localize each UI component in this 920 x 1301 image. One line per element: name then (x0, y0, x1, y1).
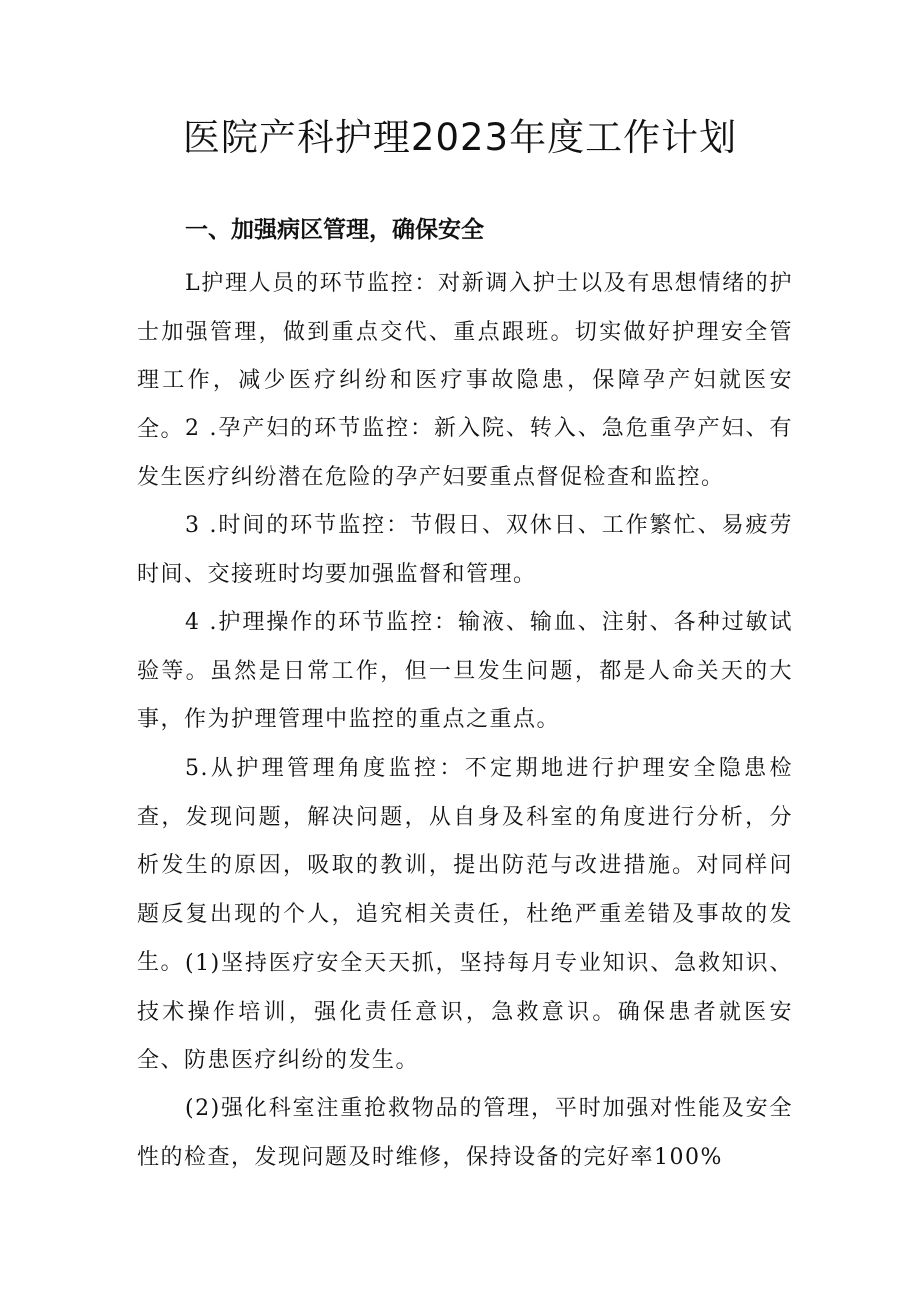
document-title: 医院产科护理2023年度工作计划 (182, 116, 738, 159)
paragraph-time-monitoring: 3 .时间的环节监控：节假日、双休日、工作繁忙、易疲劳时间、交接班时均要加强监督和管理。 (137, 513, 793, 587)
paragraph-maternal-monitoring: 2 .孕产妇的环节监控：新入院、转入、急危重孕产妇、有发生医疗纠纷潜在危险的孕产妇要重点督促检查和监控。 (137, 416, 793, 490)
paragraph-management-monitoring: 5.从护理管理角度监控：不定期地进行护理安全隐患检查，发现问题，解决问题，从自身及科室的角度进行分析，分析发生的原因，吸取的教训，提出防范与改进措施。对同样问题反复出现的个人，追究相关责任，杜绝严重差错及事故的发生。 (137, 756, 793, 975)
paragraph-equipment-management: (2)强化科室注重抢救物品的管理，平时加强对性能及安全性的检查，发现问题及时维修，保持设备的完好率100% (137, 1096, 793, 1170)
paragraph-operation-monitoring: 4 .护理操作的环节监控：输液、输血、注射、各种过敏试验等。虽然是日常工作，但一旦发生问题，都是人命关天的大事，作为护理管理中监控的重点之重点。 (137, 610, 793, 732)
paragraph-staff-monitoring: L护理人员的环节监控：对新调入护士以及有思想情绪的护士加强管理，做到重点交代、重点跟班。切实做好护理安全管理工作，减少医疗纠纷和医疗事故隐患，保障孕产妇就医安全。 (137, 271, 793, 442)
paragraph-safety-training: (1)坚持医疗安全天天抓，坚持每月专业知识、急救知识、技术操作培训，强化责任意识，急救意识。确保患者就医安全、防患医疗纠纷的发生。 (137, 951, 793, 1073)
section-heading: 一、加强病区管理，确保安全 (185, 217, 484, 243)
